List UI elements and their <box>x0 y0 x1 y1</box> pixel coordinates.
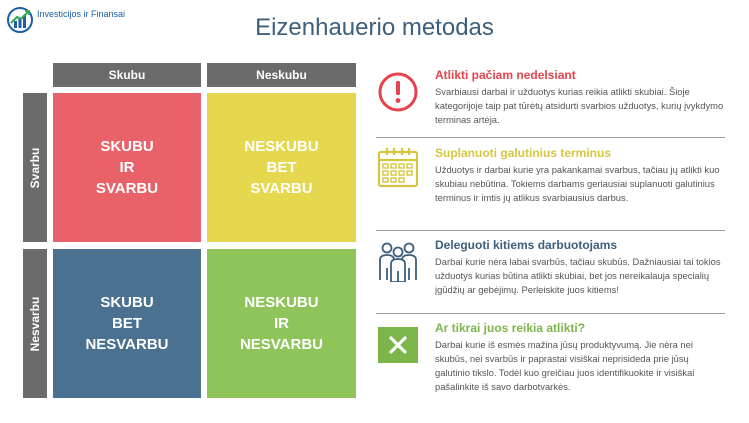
quadrant-line: SKUBU <box>100 138 154 155</box>
quadrant-line: NESKUBU <box>244 294 319 311</box>
logo-text: Investicijos ir Finansai <box>37 9 126 19</box>
people-group-icon <box>376 238 420 282</box>
quadrant-line: BET <box>266 159 297 176</box>
action-heading: Atlikti pačiam nedelsiant <box>435 68 576 82</box>
quadrant-line: NESVARBU <box>85 336 169 353</box>
quadrant-line: SKUBU <box>100 294 154 311</box>
action-do-now <box>376 68 725 128</box>
calendar-icon <box>376 146 420 190</box>
column-header-not-urgent: Neskubu <box>207 63 356 87</box>
quadrant-line: IR <box>274 315 289 332</box>
row-header-important <box>23 93 47 242</box>
quadrant-line: SVARBU <box>250 180 313 197</box>
action-description: Svarbiausi darbai ir užduotys kurias reikia atlikti skubiai. Šioje kategorijoje taip pat tūrėtų atsidurti svarbios užduotys, kurių įvykdymo terminas artėja. <box>435 86 724 125</box>
exclamation-circle-icon <box>376 68 420 112</box>
action-heading: Suplanuoti galutinius terminus <box>435 146 612 160</box>
action-heading: Ar tikrai juos reikia atlikti? <box>435 321 586 335</box>
quadrant-urgent-important <box>53 93 201 242</box>
quadrant-line: NESVARBU <box>239 336 324 353</box>
action-description: Užduotys ir darbai kurie yra pakankamai svarbus, tačiau jų atlikti kuo skubiau nebūtina. Tokiems darbams geriausiai suplanuoti galutinius terminus ir imtis jų atlikus svarbiausius darbus. <box>435 164 720 203</box>
divider <box>376 137 725 138</box>
row-header-not-important-label: Nesvarbu <box>28 296 42 351</box>
row-header-important-label: Svarbu <box>28 147 42 188</box>
quadrant-line: NESKUBU <box>244 138 319 155</box>
page-title: Eizenhauerio metodas <box>255 14 494 41</box>
quadrant-line: BET <box>112 315 142 332</box>
action-eliminate <box>376 321 725 401</box>
quadrant-urgent-not-important <box>53 249 201 398</box>
action-description: Darbai kurie nėra labai svarbūs, tačiau skubūs. Dažniausiai tai tokios užduotys kurias būtina atlikti skubiai, bet jos nereikalauja specialių įgūdžių ar gebėjimų. Perleiskite juos kitiems! <box>435 256 721 295</box>
action-description: Darbai kurie iš esmės mažina jūsų produktyvumą. Jie nėra nei skubūs, nei svarbūs ir paprastai visiškai neprisideda prie jūsų galutinio tikslo. Todėl kuo greičiau juos identifikuokite ir visiškai pašalinkite iš savo darbotvarkės. <box>435 339 695 392</box>
action-delegate <box>376 238 725 318</box>
quadrant-not-urgent-important <box>207 93 356 242</box>
divider <box>376 230 725 231</box>
column-header-urgent: Skubu <box>53 63 201 87</box>
divider <box>376 313 725 314</box>
quadrant-not-urgent-not-important <box>207 249 356 398</box>
x-mark-icon <box>376 321 420 365</box>
action-heading: Deleguoti kitiems darbuotojams <box>435 238 618 252</box>
quadrant-line: IR <box>119 159 135 176</box>
row-header-not-important <box>23 249 47 398</box>
action-schedule <box>376 146 725 222</box>
quadrant-line: SVARBU <box>95 180 159 197</box>
